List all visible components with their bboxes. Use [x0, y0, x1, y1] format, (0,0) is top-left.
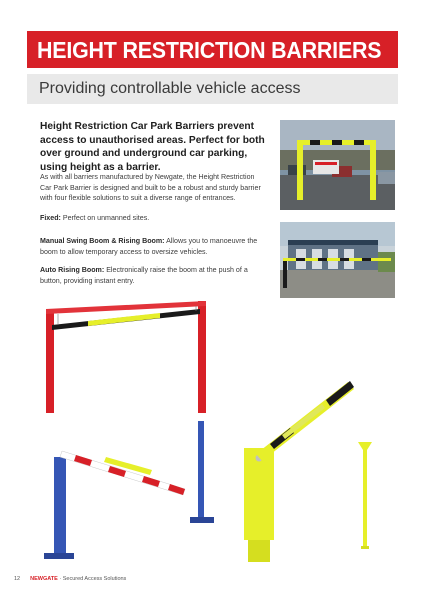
footer-brand: NEWGATE [30, 576, 58, 582]
body-paragraph: As with all barriers manufactured by Newgate, the Height Restriction Car Park Barrier is designed and built to be a robust and sturdy barrier with four flexible solutions to suit a diverse range of entrances. [40, 173, 261, 203]
page-footer [14, 576, 126, 582]
title-banner [27, 31, 398, 68]
manual-option-label: Manual Swing Boom & Rising Boom: [40, 237, 165, 245]
fixed-option-label: Fixed: [40, 214, 61, 222]
page-title: HEIGHT RESTRICTION BARRIERS [37, 37, 382, 63]
intro-paragraph: Height Restriction Car Park Barriers prevent access to unauthorised areas. Perfect for both over ground and underground car parking, using height as a barrier. [40, 121, 265, 173]
footer-tagline: · Secured Access Solutions [57, 576, 127, 582]
fixed-option-text: Perfect on unmanned sites. [60, 214, 150, 222]
manual-option [40, 236, 266, 257]
auto-rising-boom-illustration [230, 370, 405, 565]
subtitle-bar [27, 74, 398, 104]
car-park-photo [280, 120, 395, 210]
page-subtitle: Providing controllable vehicle access [39, 80, 301, 97]
auto-option [40, 265, 266, 286]
page-number: 12 [14, 576, 21, 582]
building-entrance-photo [280, 222, 395, 298]
fixed-barrier-illustration [38, 295, 218, 415]
manual-option-text: Allows you to manoeuvre the boom to allow temporary access to oversize vehicles. [40, 237, 258, 256]
swing-boom-illustration [40, 415, 225, 565]
auto-option-label: Auto Rising Boom: [40, 266, 105, 274]
auto-option-text: Electronically raise the boom at the push of a button, providing instant entry. [40, 266, 248, 285]
fixed-option [40, 213, 266, 224]
